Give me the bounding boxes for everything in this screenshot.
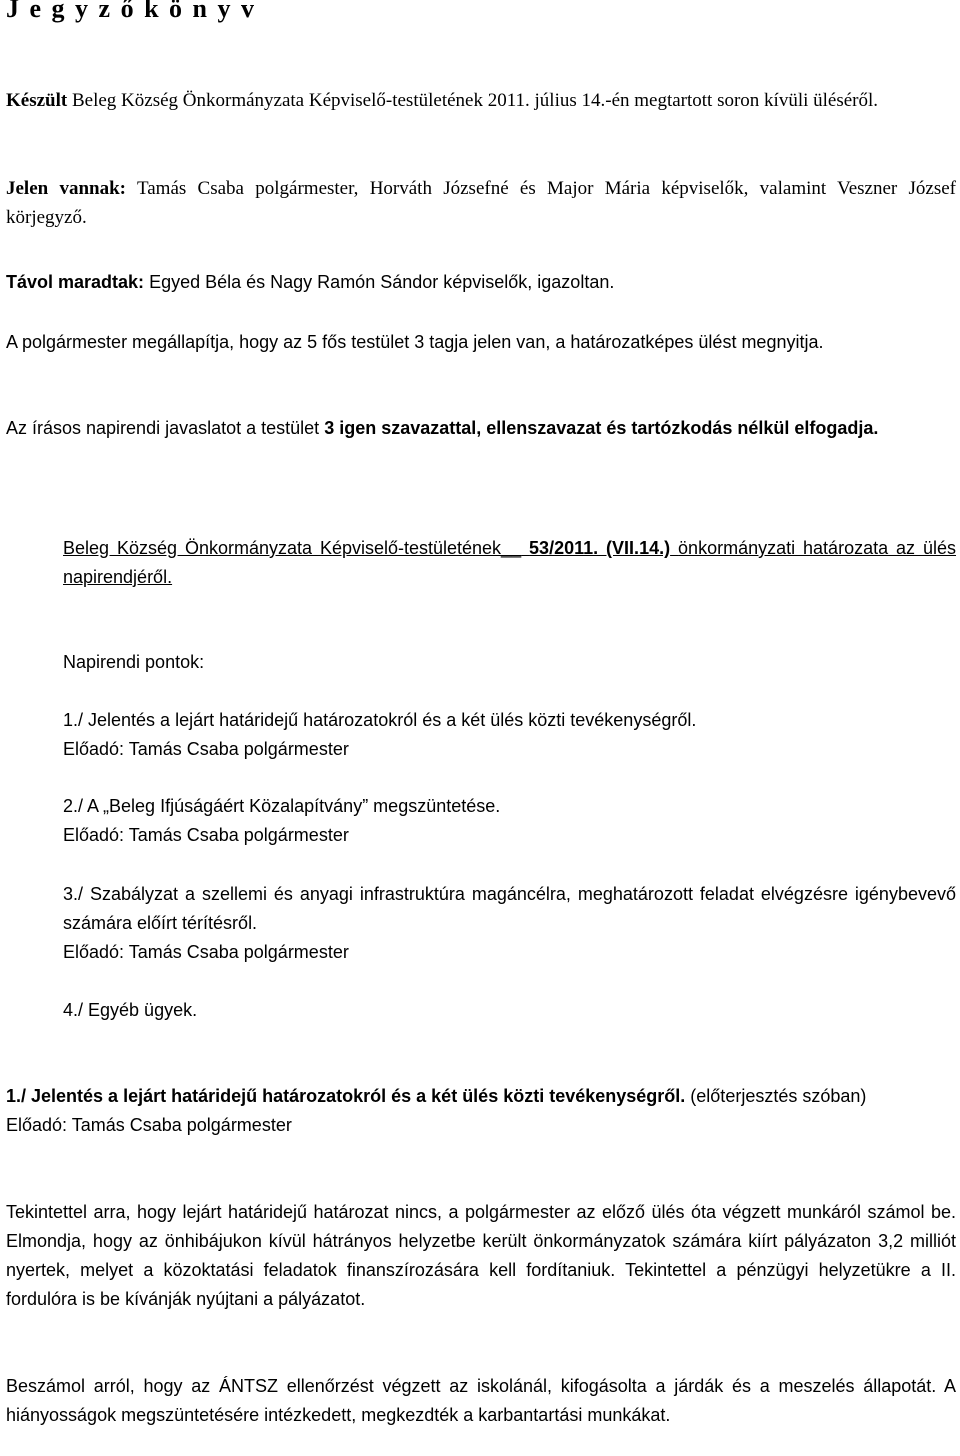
agenda-vote-paragraph <box>6 414 956 443</box>
section-1-title: 1./ Jelentés a lejárt határidejű határozatokról és a két ülés közti tevékenységről. <box>6 1086 686 1106</box>
section-1-paragraph: Beszámol arról, hogy az ÁNTSZ ellenőrzést végzett az iskolánál, kifogásolta a járdák és a meszelés állapotát. A hiányosságok megszüntetésére intézkedett, megkezdték a karbantartási munkákat. <box>6 1376 956 1425</box>
absent-label: Távol maradtak: <box>6 272 145 292</box>
agenda-item <box>63 792 956 850</box>
agenda-item-presenter: Előadó: Tamás Csaba polgármester <box>63 942 349 962</box>
made-text: Beleg Község Önkormányzata Képviselő-testületének 2011. július 14.-én megtartott soron kívüli üléséről. <box>71 90 879 111</box>
made-label: Készült <box>6 90 68 111</box>
resolution-suffix: önkormányzati határozata az ülés napirendjéről. <box>63 538 957 587</box>
agenda-item-presenter: Előadó: Tamás Csaba polgármester <box>63 739 349 759</box>
section-1-presenter: Előadó: Tamás Csaba polgármester <box>6 1115 292 1135</box>
made-paragraph <box>6 86 956 115</box>
resolution-number: 53/2011. (VII.14.) <box>529 538 671 558</box>
agenda-heading: Napirendi pontok: <box>63 652 205 672</box>
absent-paragraph <box>6 268 956 297</box>
quorum-paragraph: A polgármester megállapítja, hogy az 5 fős testület 3 tagja jelen van, a határozatképes ülést megnyitja. <box>6 332 824 352</box>
section-1-heading <box>6 1082 956 1140</box>
present-paragraph <box>6 174 956 232</box>
resolution-heading <box>63 534 956 592</box>
present-text: Tamás Csaba polgármester, Horváth Józsefné és Major Mária képviselők, valamint Veszner József körjegyző. <box>6 178 956 228</box>
agenda-item <box>63 706 956 764</box>
agenda-item-title: 4./ Egyéb ügyek. <box>63 1000 198 1020</box>
section-1-paragraph: Tekintettel arra, hogy lejárt határidejű határozat nincs, a polgármester az előző ülés óta végzett munkáról számol be. Elmondja, hogy az önhibájukon kívül hátrányos helyzetbe került önkormányzatok számára kiírt pályázaton 3,2 milliót nyertek, melyet a közoktatási feladatok finanszírozására kell fordítaniuk. Tekintettel a pénzügyi helyzetükre a II. fordulóra is be kívánják nyújtani a pályázatot. <box>6 1202 956 1309</box>
agenda-vote-result: 3 igen szavazattal, ellenszavazat és tartózkodás nélkül elfogadja. <box>324 418 879 438</box>
document-title: Jegyzőkönyv <box>6 0 265 23</box>
resolution-prefix: Beleg Község Önkormányzata Képviselő-testületének__ <box>63 538 522 558</box>
agenda-item <box>63 996 956 1025</box>
absent-text: Egyed Béla és Nagy Ramón Sándor képviselők, igazoltan. <box>149 272 615 292</box>
agenda-item <box>63 880 956 967</box>
agenda-item-title: 1./ Jelentés a lejárt határidejű határozatokról és a két ülés közti tevékenységről. <box>63 710 697 730</box>
section-1-note: (előterjesztés szóban) <box>690 1086 867 1106</box>
agenda-item-title: 2./ A „Beleg Ifjúságáért Közalapítvány” megszüntetése. <box>63 796 501 816</box>
agenda-item-title: 3./ Szabályzat a szellemi és anyagi infrastruktúra magáncélra, meghatározott feladat elvégzésre igénybevevő számára előírt térítésről. <box>63 884 956 933</box>
agenda-vote-text: Az írásos napirendi javaslatot a testület <box>6 418 320 438</box>
present-label: Jelen vannak: <box>6 178 127 199</box>
agenda-item-presenter: Előadó: Tamás Csaba polgármester <box>63 825 349 845</box>
